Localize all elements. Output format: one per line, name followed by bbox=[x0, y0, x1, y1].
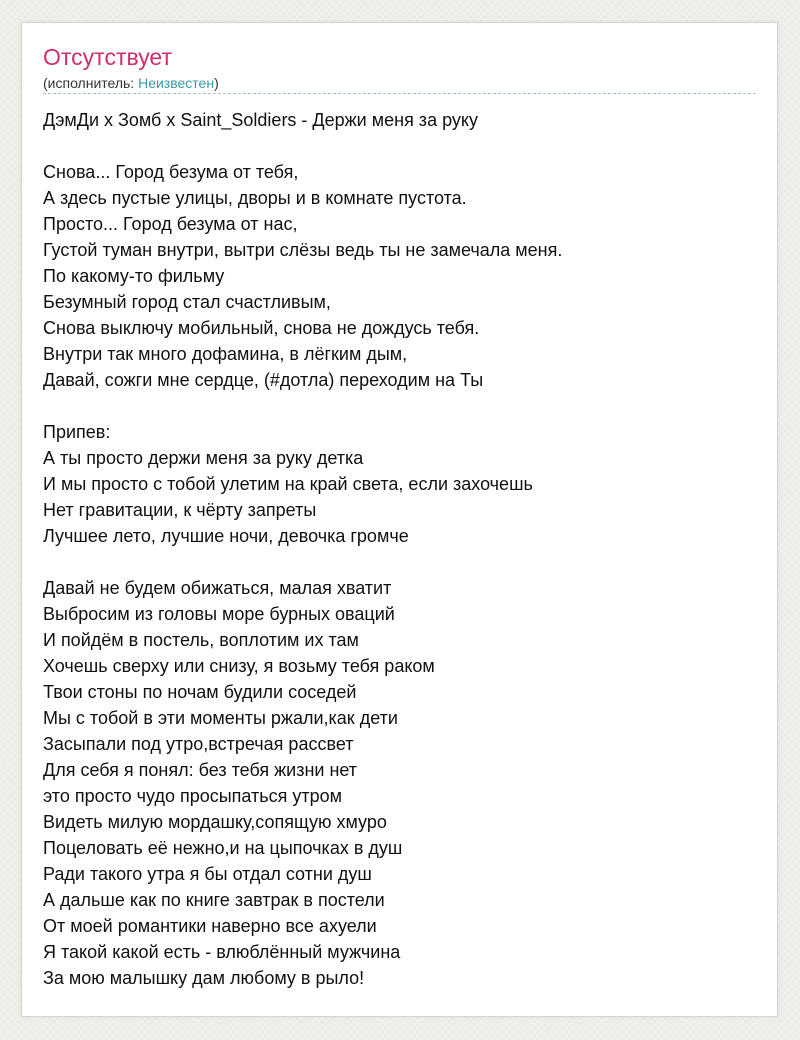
lyric-line: Безумный город стал счастливым, bbox=[43, 292, 331, 312]
lyric-line: Видеть милую мордашку,сопящую хмуро bbox=[43, 812, 387, 832]
lyric-line: это просто чудо просыпаться утром bbox=[43, 786, 343, 806]
lyric-line: Засыпали под утро,встречая рассвет bbox=[43, 734, 354, 754]
lyric-line: Для себя я понял: без тебя жизни нет bbox=[43, 760, 358, 780]
lyric-line: От моей романтики наверно все ахуели bbox=[43, 916, 377, 936]
lyric-line: ДэмДи x Зомб x Saint_Soldiers - Держи меня за руку bbox=[43, 110, 478, 130]
lyric-line: Поцеловать её нежно,и на цыпочках в душ bbox=[43, 838, 403, 858]
lyric-line: Внутри так много дофамина, в лёгким дым, bbox=[43, 344, 408, 364]
artist-link[interactable]: Неизвестен bbox=[138, 75, 215, 91]
header-divider bbox=[43, 93, 756, 94]
lyric-line: Густой туман внутри, вытри слёзы ведь ты не замечала меня. bbox=[43, 240, 563, 260]
lyric-line: Я такой какой есть - влюблённый мужчина bbox=[43, 942, 401, 962]
lyric-line: Выбросим из головы море бурных оваций bbox=[43, 604, 395, 624]
artist-line bbox=[43, 74, 219, 92]
artist-prefix: (исполнитель: bbox=[43, 75, 139, 91]
lyric-line: Давай, сожги мне сердце, (#дотла) переходим на Ты bbox=[43, 370, 484, 390]
lyric-line: А дальше как по книге завтрак в постели bbox=[43, 890, 385, 910]
lyric-line: А ты просто держи меня за руку детка bbox=[43, 448, 364, 468]
lyric-line: И пойдём в постель, воплотим их там bbox=[43, 630, 359, 650]
lyric-line: Нет гравитации, к чёрту запреты bbox=[43, 500, 317, 520]
lyric-line: И мы просто с тобой улетим на край света, если захочешь bbox=[43, 474, 533, 494]
lyric-line: Мы с тобой в эти моменты ржали,как дети bbox=[43, 708, 398, 728]
artist-suffix: ) bbox=[214, 75, 219, 91]
lyric-line: За мою малышку дам любому в рыло! bbox=[43, 968, 365, 988]
lyric-line: Снова выключу мобильный, снова не дождусь тебя. bbox=[43, 318, 480, 338]
lyric-line: Просто... Город безума от нас, bbox=[43, 214, 298, 234]
lyric-line: А здесь пустые улицы, дворы и в комнате пустота. bbox=[43, 188, 467, 208]
lyrics-card bbox=[21, 22, 778, 1017]
blank-line bbox=[43, 133, 755, 159]
lyric-line: Хочешь сверху или снизу, я возьму тебя раком bbox=[43, 656, 435, 676]
lyrics-text bbox=[43, 107, 755, 991]
song-title: Отсутствует bbox=[43, 44, 172, 70]
lyric-line: Припев: bbox=[43, 422, 111, 442]
blank-line bbox=[43, 549, 755, 575]
lyric-line: Давай не будем обижаться, малая хватит bbox=[43, 578, 392, 598]
lyric-line: По какому-то фильму bbox=[43, 266, 225, 286]
blank-line bbox=[43, 393, 755, 419]
lyric-line: Лучшее лето, лучшие ночи, девочка громче bbox=[43, 526, 409, 546]
lyric-line: Ради такого утра я бы отдал сотни душ bbox=[43, 864, 372, 884]
lyric-line: Твои стоны по ночам будили соседей bbox=[43, 682, 357, 702]
lyric-line: Снова... Город безума от тебя, bbox=[43, 162, 299, 182]
